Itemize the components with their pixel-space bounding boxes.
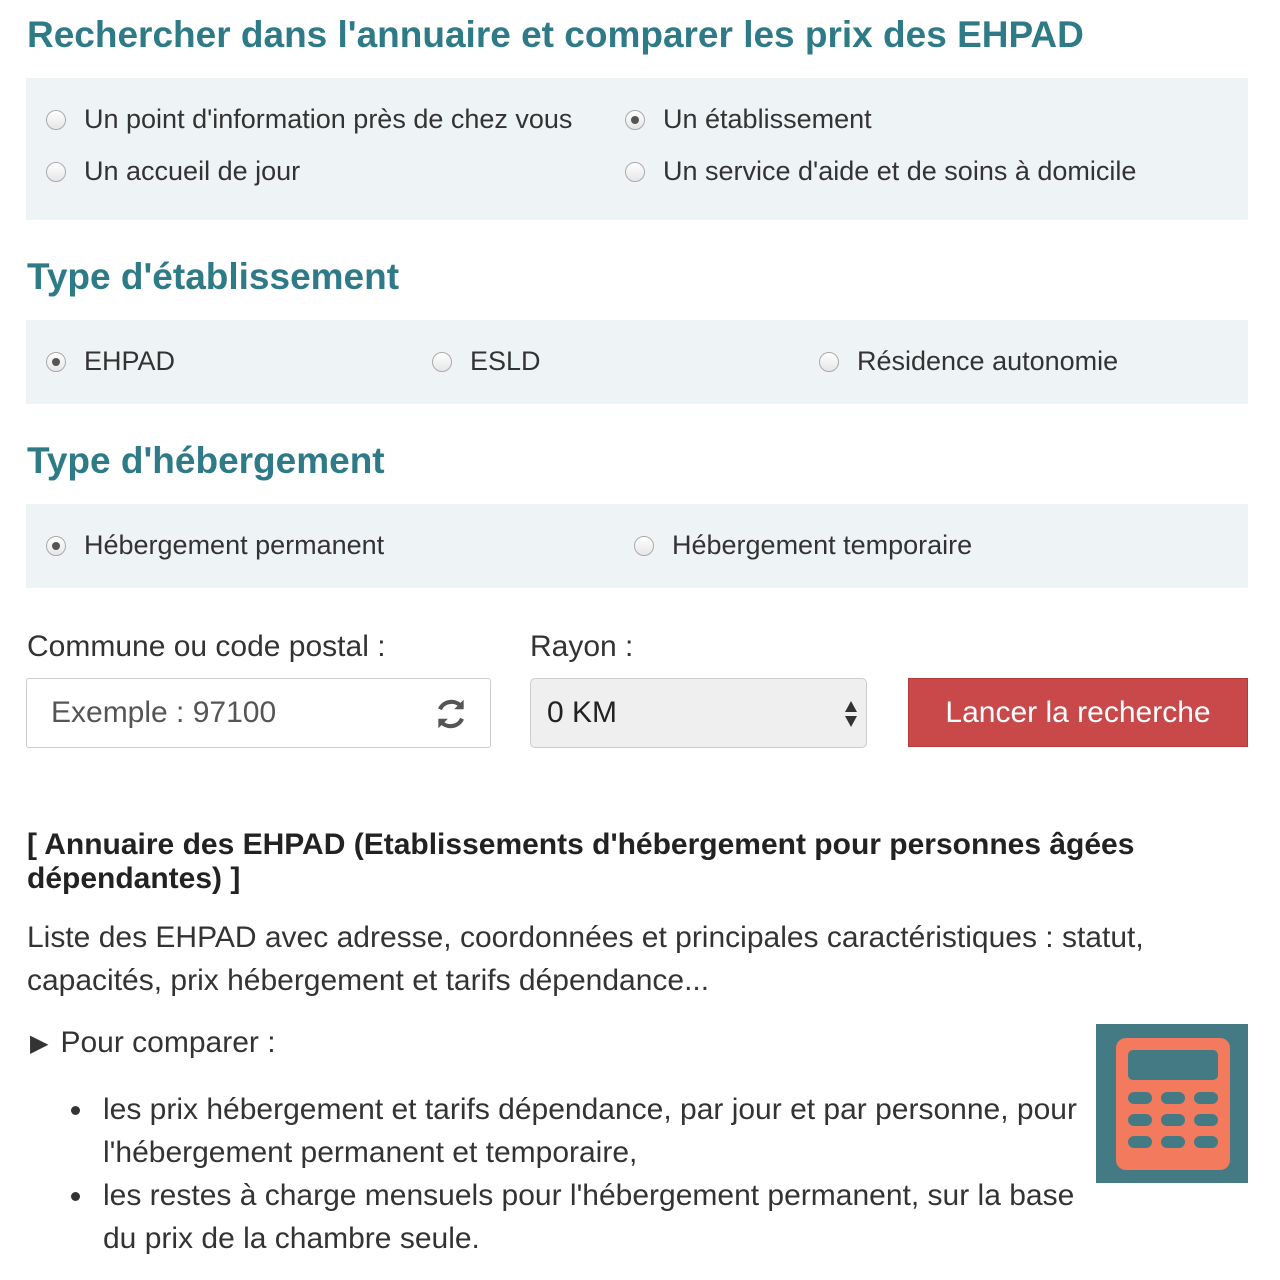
option-label: Hébergement permanent	[84, 530, 385, 560]
option-label: Un service d'aide et de soins à domicile	[663, 156, 1137, 186]
radio-residence-autonomie[interactable]	[819, 346, 1118, 377]
search-button[interactable]: Lancer la recherche	[908, 678, 1248, 747]
option-label: EHPAD	[84, 346, 176, 376]
radio-icon[interactable]	[46, 162, 66, 182]
select-arrows-icon	[844, 699, 858, 737]
radio-icon[interactable]	[625, 162, 645, 182]
option-label: Un établissement	[663, 104, 872, 134]
radio-esld[interactable]	[432, 346, 541, 377]
radio-etablissement[interactable]	[625, 104, 872, 135]
rayon-select[interactable]	[530, 678, 867, 748]
calculator-icon[interactable]	[1096, 1024, 1248, 1183]
page-title: Rechercher dans l'annuaire et comparer les prix des EHPAD	[27, 14, 1084, 55]
radio-permanent[interactable]	[46, 530, 384, 561]
radio-icon[interactable]	[819, 352, 839, 372]
commune-placeholder: Exemple : 97100	[51, 696, 277, 729]
list-item: les prix hébergement et tarifs dépendance, par jour et par personne, pour l'hébergement permanent et temporaire,	[103, 1088, 1093, 1174]
option-label: Un accueil de jour	[84, 156, 301, 186]
compare-list	[103, 1088, 1093, 1260]
annuaire-description: Liste des EHPAD avec adresse, coordonnées et principales caractéristiques : statut, capacités, prix hébergement et tarifs dépendance...	[27, 921, 1144, 997]
option-label: ESLD	[470, 346, 541, 376]
radio-point-information[interactable]	[46, 104, 572, 135]
option-label: Hébergement temporaire	[672, 530, 973, 560]
triangle-right-icon: ▶	[30, 1029, 49, 1057]
annuaire-heading: [ Annuaire des EHPAD (Etablissements d'hébergement pour personnes âgées dépendantes) ]	[27, 828, 1135, 895]
radio-icon[interactable]	[625, 110, 645, 130]
rayon-label: Rayon :	[530, 630, 634, 663]
radio-service-domicile[interactable]	[625, 156, 1136, 187]
radio-icon[interactable]	[46, 352, 66, 372]
list-item: les restes à charge mensuels pour l'hébergement permanent, sur la base du prix de la chambre seule.	[103, 1174, 1093, 1260]
radio-icon[interactable]	[46, 536, 66, 556]
rayon-value: 0 KM	[547, 696, 618, 729]
refresh-icon[interactable]	[432, 695, 470, 741]
etablissement-heading: Type d'établissement	[27, 256, 400, 297]
commune-label: Commune ou code postal :	[27, 630, 386, 663]
radio-icon[interactable]	[432, 352, 452, 372]
hebergement-heading: Type d'hébergement	[27, 440, 385, 481]
option-label: Un point d'information près de chez vous	[84, 104, 573, 134]
radio-accueil-jour[interactable]	[46, 156, 300, 187]
commune-input[interactable]	[26, 678, 491, 748]
radio-ehpad[interactable]	[46, 346, 175, 377]
option-label: Résidence autonomie	[857, 346, 1119, 376]
radio-temporaire[interactable]	[634, 530, 972, 561]
search-type-panel	[26, 78, 1248, 220]
radio-icon[interactable]	[634, 536, 654, 556]
compare-label: Pour comparer :	[60, 1026, 276, 1059]
radio-icon[interactable]	[46, 110, 66, 130]
compare-section	[30, 1026, 276, 1060]
